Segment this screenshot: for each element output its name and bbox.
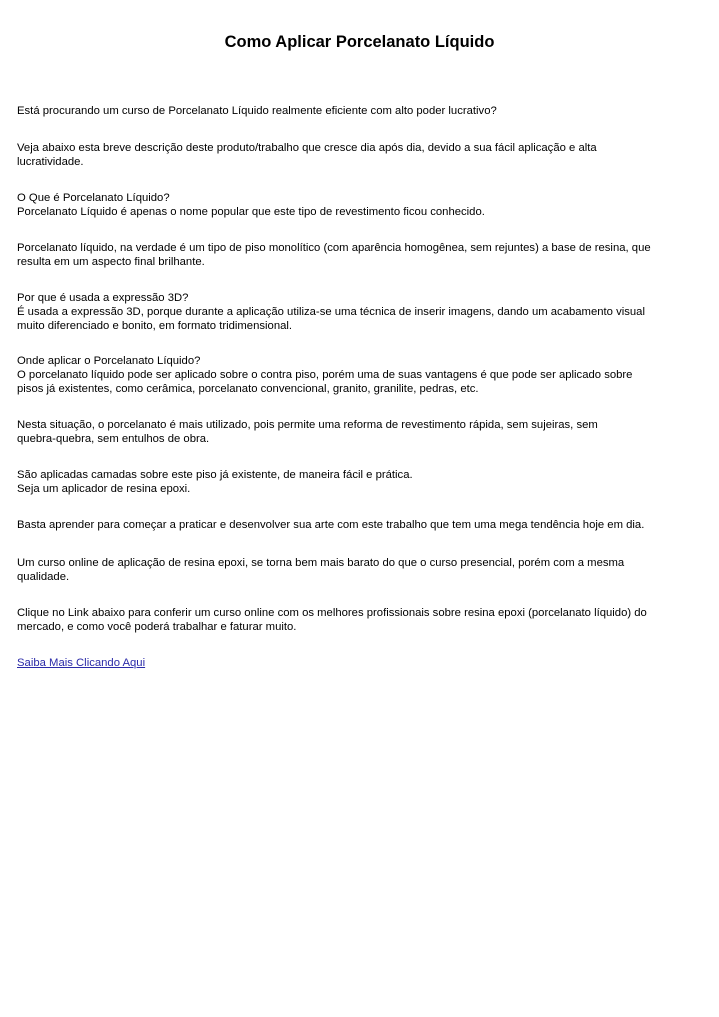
paragraph-line: Um curso online de aplicação de resina epoxi, se torna bem mais barato do que o curso presencial, porém com a mesma [17, 557, 625, 569]
paragraph-line: Clique no Link abaixo para conferir um curso online com os melhores profissionais sobre resina epoxi (porcelanato líquido) do [17, 607, 647, 619]
paragraph-renovation [17, 418, 701, 446]
paragraph-online-course [17, 556, 701, 584]
paragraph-line: Porcelanato Líquido é apenas o nome popular que este tipo de revestimento ficou conhecido. [17, 206, 485, 218]
paragraph-description [17, 141, 701, 169]
paragraph-line: Veja abaixo esta breve descrição deste produto/trabalho que cresce dia após dia, devido a sua fácil aplicação e alta [17, 142, 597, 154]
paragraph-definition [17, 241, 701, 269]
paragraph-line: O porcelanato líquido pode ser aplicado sobre o contra piso, porém uma de suas vantagens é que pode ser aplicado sobre [17, 369, 633, 381]
paragraph-line: São aplicadas camadas sobre este piso já existente, de maneira fácil e prática. [17, 469, 413, 481]
learn-more-link[interactable]: Saiba Mais Clicando Aqui [17, 657, 146, 669]
paragraph-intro-question [17, 104, 701, 118]
paragraph-line: quebra-quebra, sem entulhos de obra. [17, 433, 210, 445]
paragraph-what-is [17, 191, 701, 219]
paragraph-3d [17, 291, 701, 333]
paragraph-line: Basta aprender para começar a praticar e desenvolver sua arte com este trabalho que tem uma mega tendência hoje em dia. [17, 519, 645, 531]
paragraph-where-apply [17, 354, 701, 396]
link-paragraph [17, 656, 701, 670]
paragraph-line: qualidade. [17, 571, 70, 583]
paragraph-layers [17, 468, 701, 496]
paragraph-line: É usada a expressão 3D, porque durante a aplicação utiliza-se uma técnica de inserir imagens, dando um acabamento visual [17, 306, 645, 318]
page-title: Como Aplicar Porcelanato Líquido [224, 33, 495, 51]
paragraph-line: mercado, e como você poderá trabalhar e faturar muito. [17, 621, 297, 633]
paragraph-line: O Que é Porcelanato Líquido? [17, 192, 170, 204]
paragraph-line: Nesta situação, o porcelanato é mais utilizado, pois permite uma reforma de revestimento rápida, sem sujeiras, sem [17, 419, 598, 431]
paragraph-line: pisos já existentes, como cerâmica, porcelanato convencional, granito, granilite, pedras, etc. [17, 383, 479, 395]
paragraph-line: lucratividade. [17, 156, 84, 168]
paragraph-line: Onde aplicar o Porcelanato Líquido? [17, 355, 201, 367]
paragraph-line: muito diferenciado e bonito, em formato tridimensional. [17, 320, 293, 332]
paragraph-line: resulta em um aspecto final brilhante. [17, 256, 205, 268]
paragraph-learn [17, 518, 701, 532]
paragraph-line: Por que é usada a expressão 3D? [17, 292, 189, 304]
paragraph-call-to-action [17, 606, 701, 634]
paragraph-line: Porcelanato líquido, na verdade é um tipo de piso monolítico (com aparência homogênea, sem rejuntes) a base de resina, que [17, 242, 651, 254]
paragraph-line: Seja um aplicador de resina epoxi. [17, 483, 191, 495]
paragraph-line: Está procurando um curso de Porcelanato Líquido realmente eficiente com alto poder lucrativo? [17, 105, 497, 117]
